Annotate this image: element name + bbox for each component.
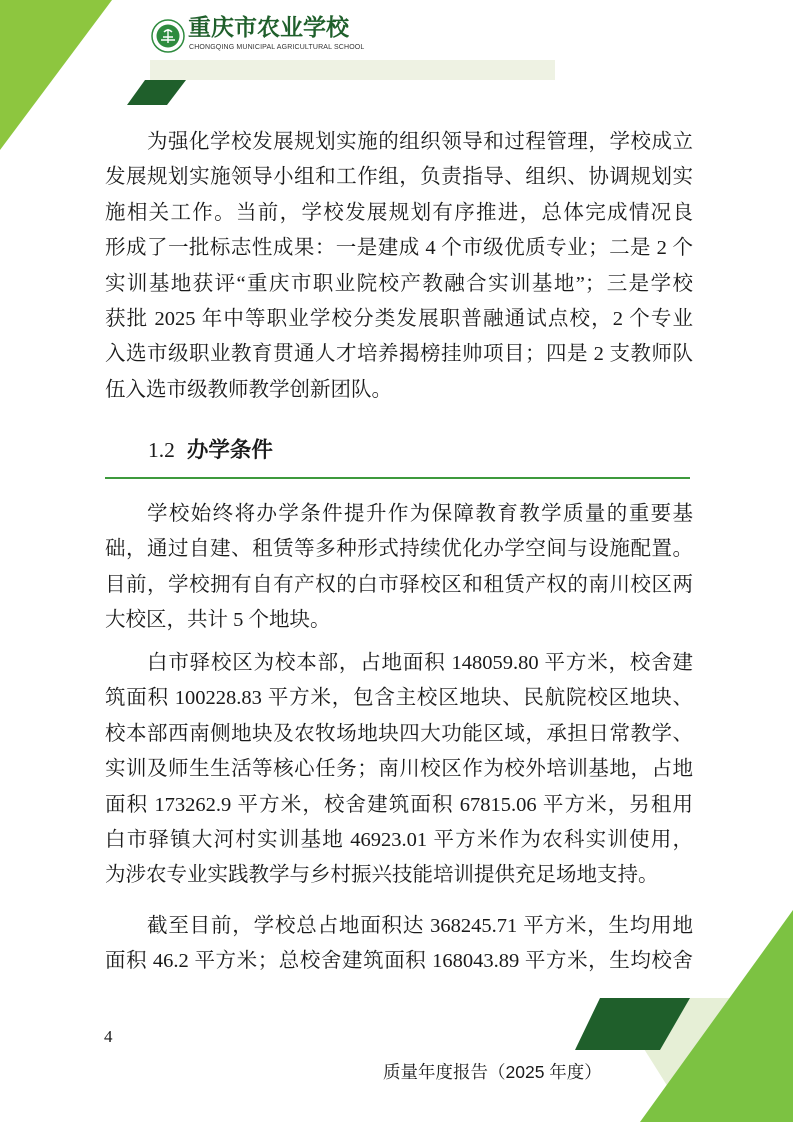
- text-line: 为涉农专业实践教学与乡村振兴技能培训提供充足场地支持。: [105, 864, 659, 887]
- text-line: 面积 46.2 平方米；总校舍建筑面积 168043.89 平方米，生均校舍: [105, 950, 693, 973]
- text-line: 目前，学校拥有自有产权的白市驿校区和租赁产权的南川校区两: [105, 573, 693, 596]
- paragraph-4: [105, 909, 693, 980]
- text-line: 发展规划实施领导小组和工作组，负责指导、组织、协调规划实: [105, 166, 693, 189]
- text-line: 伍入选市级教师教学创新团队。: [105, 378, 392, 401]
- text-line: 获批 2025 年中等职业学校分类发展职普融通试点校，2 个专业: [105, 307, 693, 330]
- text-line: 白市驿校区为校本部，占地面积 148059.80 平方米，校舍建: [147, 652, 693, 674]
- paragraph-2: [105, 497, 693, 639]
- text-line: 入选市级职业教育贯通人才培养揭榜挂帅项目；四是 2 支教师队: [105, 343, 693, 366]
- header-pale-band: [150, 60, 555, 80]
- paragraph-3: [105, 646, 693, 894]
- school-name-english: CHONGQING MUNICIPAL AGRICULTURAL SCHOOL: [189, 44, 365, 51]
- header-dark-green-accent: [127, 80, 186, 105]
- text-line: 学校始终将办学条件提升作为保障教育教学质量的重要基: [147, 503, 693, 525]
- page-number: 4: [104, 1027, 113, 1046]
- school-name-chinese: 重庆市农业学校: [188, 14, 349, 41]
- text-line: 实训及师生生活等核心任务；南川校区作为校外培训基地，占地: [105, 758, 693, 781]
- footer-report-title: 质量年度报告（2025 年度）: [383, 1062, 602, 1082]
- top-left-green-triangle: [0, 0, 112, 150]
- text-line: 础，通过自建、租赁等多种形式持续优化办学空间与设施配置。: [105, 538, 693, 561]
- school-emblem-icon: [151, 19, 185, 53]
- text-line: 筑面积 100228.83 平方米，包含主校区地块、民航院校区地块、: [105, 687, 693, 710]
- text-line: 施相关工作。当前，学校发展规划有序推进，总体完成情况良: [105, 201, 693, 224]
- text-line: 为强化学校发展规划实施的组织领导和过程管理，学校成立: [147, 131, 693, 153]
- text-line: 校本部西南侧地块及农牧场地块四大功能区域，承担日常教学、: [105, 722, 693, 745]
- section-divider: [105, 477, 690, 479]
- text-line: 实训基地获评“重庆市职业院校产教融合实训基地”；三是学校: [105, 272, 693, 295]
- section-heading: [148, 433, 273, 467]
- text-line: 大校区，共计 5 个地块。: [105, 609, 331, 632]
- text-line: 面积 173262.9 平方米，校舍建筑面积 67815.06 平方米，另租用: [105, 793, 693, 816]
- text-line: 截至目前，学校总占地面积达 368245.71 平方米，生均用地: [147, 915, 693, 937]
- section-title: 办学条件: [186, 438, 273, 463]
- section-number: 1.2: [148, 438, 175, 462]
- text-line: 形成了一批标志性成果：一是建成 4 个市级优质专业；二是 2 个: [105, 237, 693, 260]
- text-line: 白市驿镇大河村实训基地 46923.01 平方米作为农科实训使用，: [105, 828, 693, 851]
- paragraph-1: [105, 125, 693, 408]
